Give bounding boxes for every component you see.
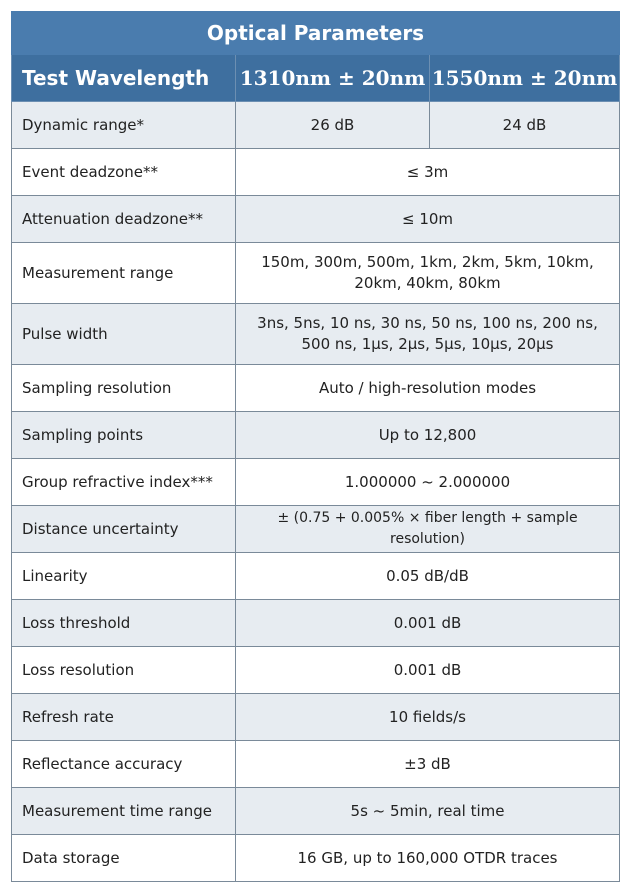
- table-row: [12, 694, 620, 741]
- row-label: Sampling points: [12, 412, 236, 459]
- table-title: Optical Parameters: [12, 12, 620, 55]
- row-value: ≤ 10m: [236, 196, 620, 243]
- table-row: [12, 600, 620, 647]
- table-row: [12, 553, 620, 600]
- row-label: Measurement range: [12, 243, 236, 304]
- table-row: [12, 647, 620, 694]
- table-row: [12, 459, 620, 506]
- row-value: 10 fields/s: [236, 694, 620, 741]
- table-row: [12, 835, 620, 882]
- row-value: 5s ~ 5min, real time: [236, 788, 620, 835]
- row-value: ±3 dB: [236, 741, 620, 788]
- table-title-row: [12, 12, 620, 55]
- row-value: 150m, 300m, 500m, 1km, 2km, 5km, 10km, 20km, 40km, 80km: [236, 243, 620, 304]
- row-label: Event deadzone**: [12, 149, 236, 196]
- optical-parameters-table-wrapper: [11, 11, 619, 882]
- table-row: [12, 304, 620, 365]
- table-row: [12, 788, 620, 835]
- table-row: [12, 741, 620, 788]
- row-label: Linearity: [12, 553, 236, 600]
- row-value: 16 GB, up to 160,000 OTDR traces: [236, 835, 620, 882]
- table-row-dynamic-range: [12, 102, 620, 149]
- header-1550nm: 1550nm ± 20nm: [430, 55, 620, 102]
- row-value: Auto / high-resolution modes: [236, 365, 620, 412]
- row-label: Sampling resolution: [12, 365, 236, 412]
- row-value: 0.05 dB/dB: [236, 553, 620, 600]
- row-label: Loss resolution: [12, 647, 236, 694]
- row-label: Loss threshold: [12, 600, 236, 647]
- optical-parameters-table: [11, 11, 620, 882]
- table-row: [12, 196, 620, 243]
- row-label: Distance uncertainty: [12, 506, 236, 553]
- row-value: 0.001 dB: [236, 647, 620, 694]
- table-row: [12, 506, 620, 553]
- table-header-row: [12, 55, 620, 102]
- row-label: Attenuation deadzone**: [12, 196, 236, 243]
- row-value-1310: 26 dB: [236, 102, 430, 149]
- row-label: Reflectance accuracy: [12, 741, 236, 788]
- row-value: Up to 12,800: [236, 412, 620, 459]
- row-label: Data storage: [12, 835, 236, 882]
- table-row: [12, 412, 620, 459]
- row-label: Dynamic range*: [12, 102, 236, 149]
- row-label: Pulse width: [12, 304, 236, 365]
- row-label: Refresh rate: [12, 694, 236, 741]
- row-value: ± (0.75 + 0.005% × fiber length + sample resolution): [236, 506, 620, 553]
- header-test-wavelength: Test Wavelength: [12, 55, 236, 102]
- row-label: Group refractive index***: [12, 459, 236, 506]
- header-1310nm: 1310nm ± 20nm: [236, 55, 430, 102]
- row-value: ≤ 3m: [236, 149, 620, 196]
- table-row: [12, 365, 620, 412]
- row-value: 3ns, 5ns, 10 ns, 30 ns, 50 ns, 100 ns, 200 ns, 500 ns, 1μs, 2μs, 5μs, 10μs, 20μs: [236, 304, 620, 365]
- row-value-1550: 24 dB: [430, 102, 620, 149]
- row-value: 0.001 dB: [236, 600, 620, 647]
- table-row: [12, 243, 620, 304]
- table-row: [12, 149, 620, 196]
- row-value: 1.000000 ~ 2.000000: [236, 459, 620, 506]
- row-label: Measurement time range: [12, 788, 236, 835]
